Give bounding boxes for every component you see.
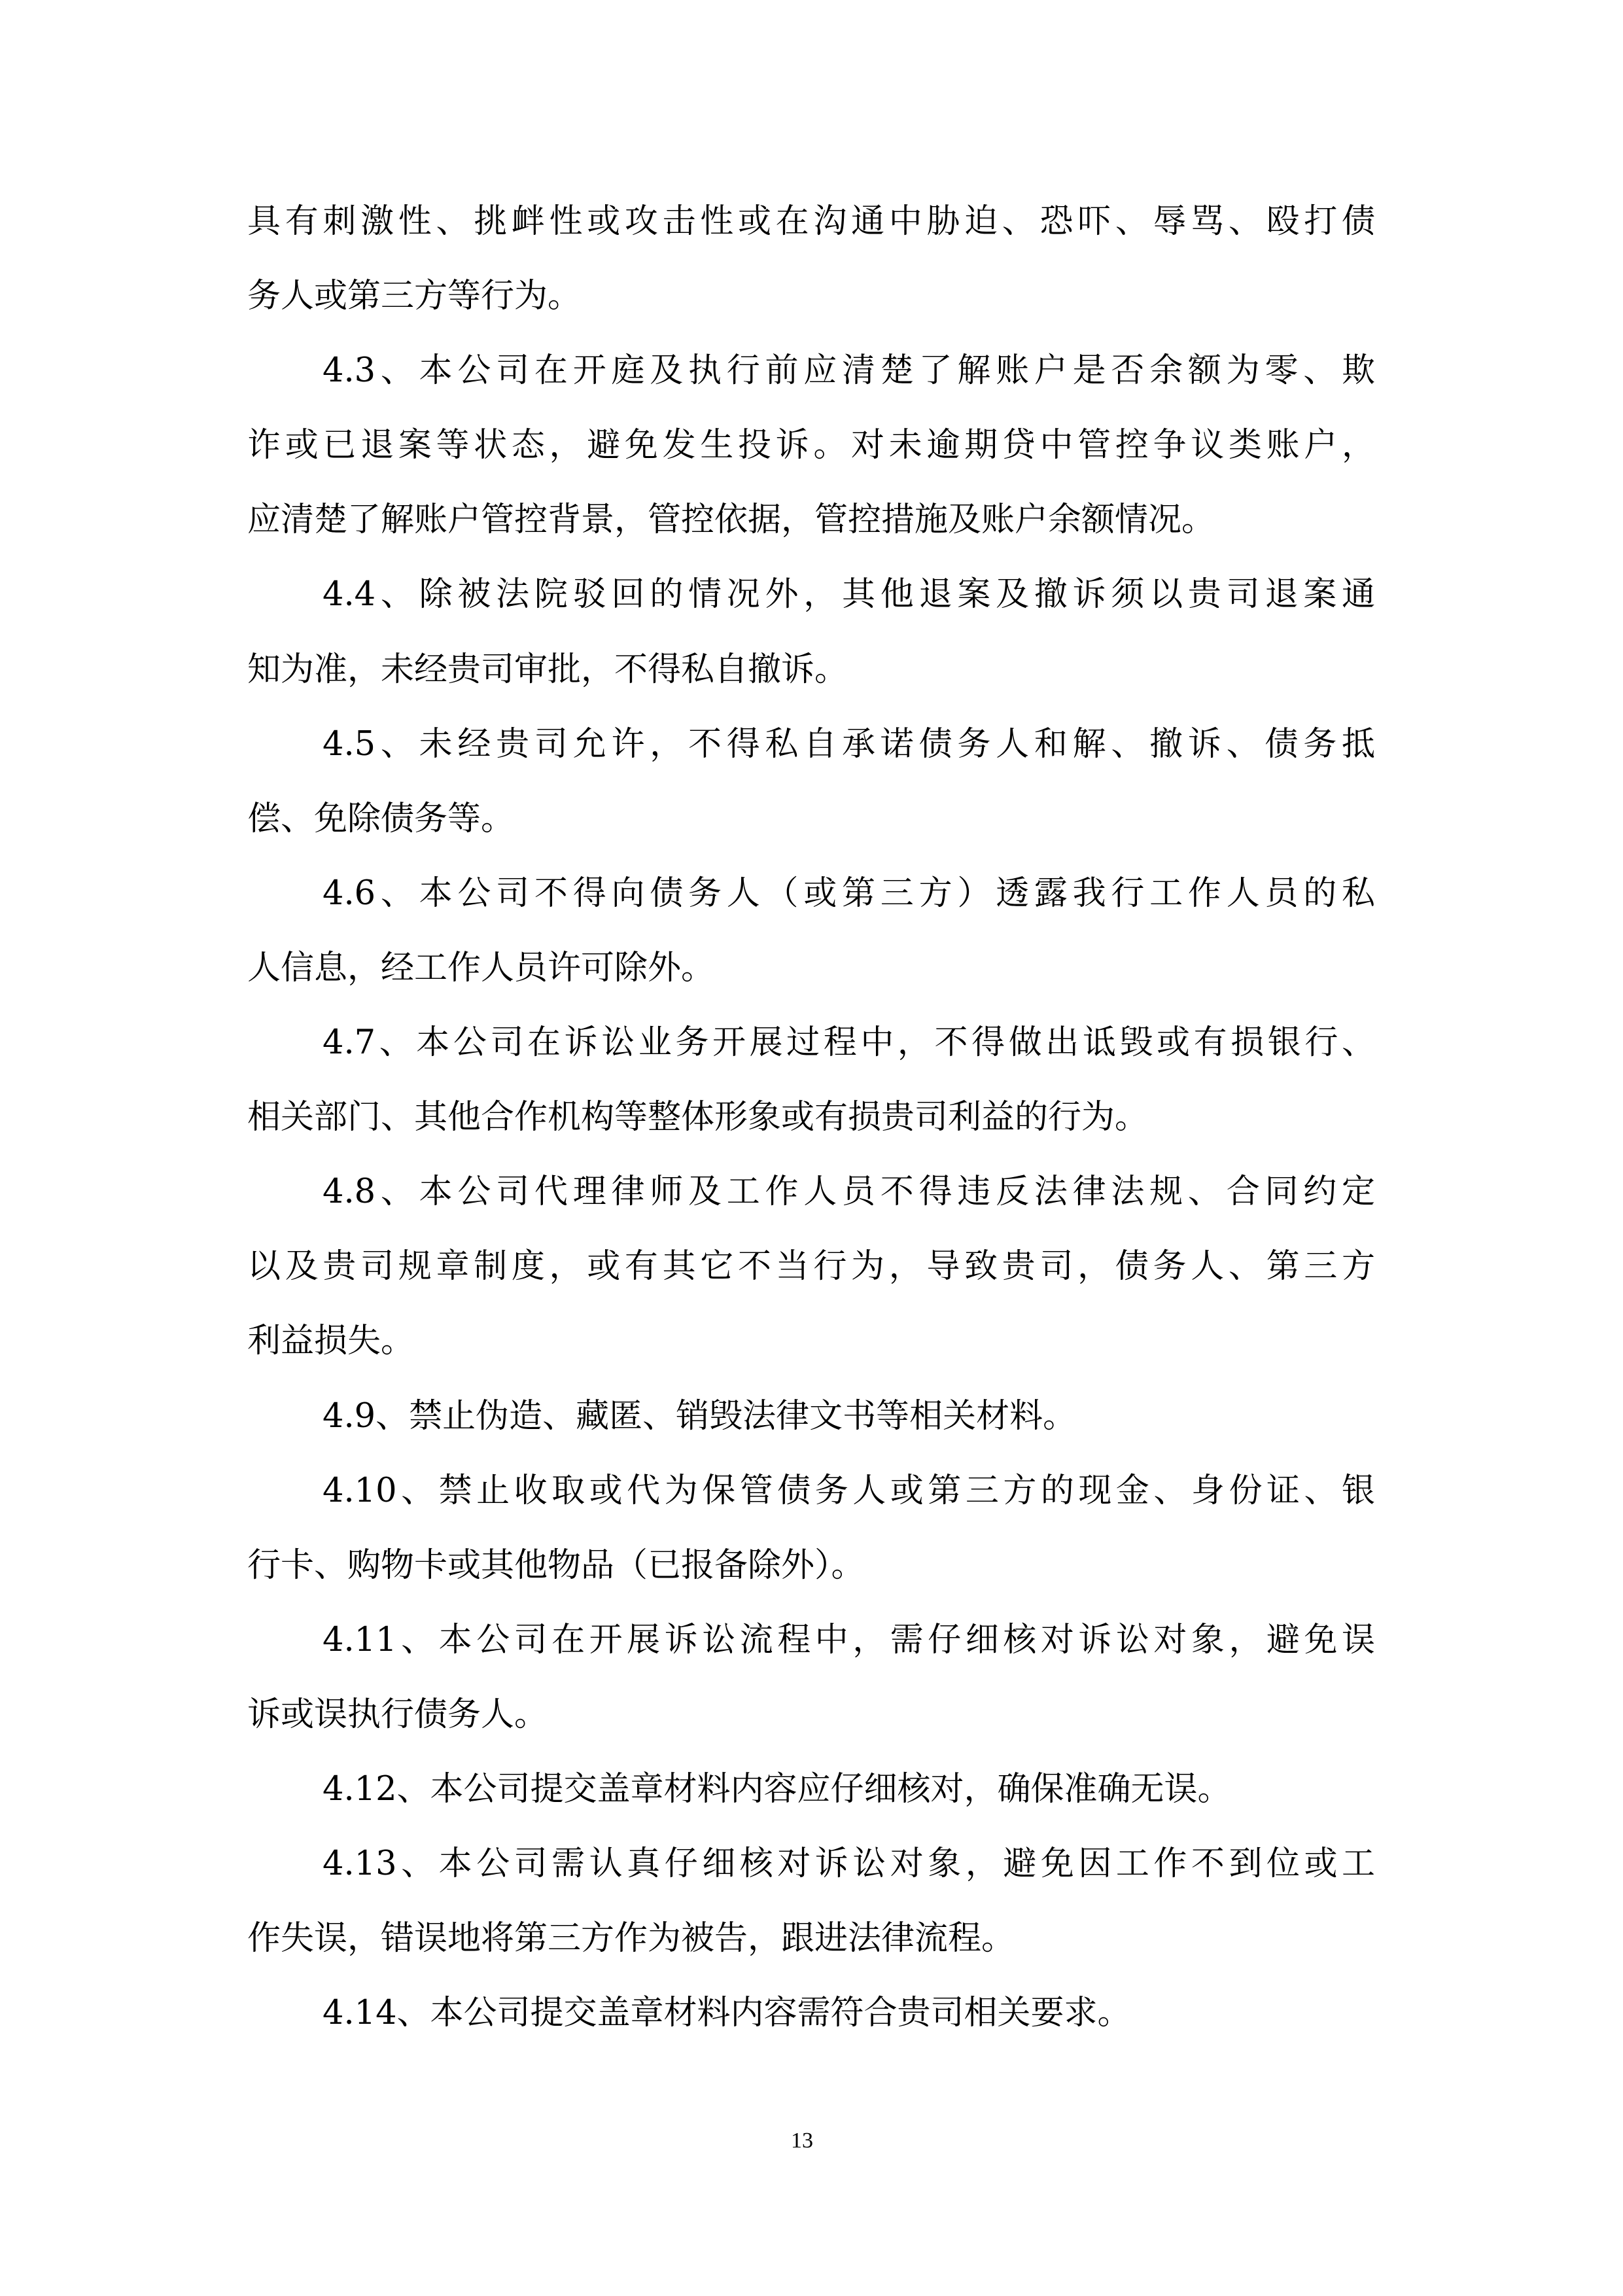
text-line: 偿、免除债务等。 bbox=[247, 799, 515, 838]
text-line: 作失误，错误地将第三方作为被告，跟进法律流程。 bbox=[247, 1919, 1015, 1958]
paragraph-4-11 bbox=[247, 1603, 1375, 1752]
text-line: 诈或已退案等状态，避免发生投诉。对未逾期贷中管控争议类账户， bbox=[247, 426, 1375, 465]
text-line: 4.14、本公司提交盖章材料内容需符合贵司相关要求。 bbox=[323, 1994, 1131, 2033]
paragraph-4-5 bbox=[247, 707, 1375, 857]
text-line: 人信息，经工作人员许可除外。 bbox=[247, 948, 715, 987]
text-line: 行卡、购物卡或其他物品（已报备除外）。 bbox=[247, 1545, 865, 1585]
text-line: 4.9、禁止伪造、藏匿、销毁法律文书等相关材料。 bbox=[323, 1396, 1077, 1436]
text-line: 4.8、本公司代理律师及工作人员不得违反法律法规、合同约定 bbox=[323, 1173, 1375, 1212]
text-line: 知为准，未经贵司审批，不得私自撤诉。 bbox=[247, 650, 848, 689]
text-line: 应清楚了解账户管控背景，管控依据，管控措施及账户余额情况。 bbox=[247, 501, 1215, 540]
text-line: 务人或第三方等行为。 bbox=[247, 277, 582, 316]
body-text bbox=[247, 185, 1375, 2051]
text-line: 以及贵司规章制度，或有其它不当行为，导致贵司，债务人、第三方 bbox=[247, 1247, 1375, 1286]
text-line: 4.5、未经贵司允许，不得私自承诺债务人和解、撤诉、债务抵 bbox=[323, 724, 1375, 764]
paragraph-4-6 bbox=[247, 857, 1375, 1006]
paragraph-4-10 bbox=[247, 1454, 1375, 1603]
paragraph-4-14 bbox=[247, 1976, 1375, 2051]
text-line: 相关部门、其他合作机构等整体形象或有损贵司利益的行为。 bbox=[247, 1098, 1149, 1137]
paragraph-continuation bbox=[247, 185, 1375, 334]
paragraph-4-7 bbox=[247, 1006, 1375, 1155]
text-line: 4.10、禁止收取或代为保管债务人或第三方的现金、身份证、银 bbox=[323, 1471, 1375, 1510]
paragraph-4-8 bbox=[247, 1155, 1375, 1379]
text-line: 4.3、本公司在开庭及执行前应清楚了解账户是否余额为零、欺 bbox=[323, 351, 1375, 391]
text-line: 利益损失。 bbox=[247, 1322, 415, 1361]
text-line: 具有刺激性、挑衅性或攻击性或在沟通中胁迫、恐吓、辱骂、殴打债 bbox=[247, 202, 1375, 241]
paragraph-4-12 bbox=[247, 1752, 1375, 1827]
text-line: 4.4、除被法院驳回的情况外，其他退案及撤诉须以贵司退案通 bbox=[323, 575, 1375, 614]
text-line: 4.13、本公司需认真仔细核对诉讼对象，避免因工作不到位或工 bbox=[323, 1845, 1375, 1884]
text-line: 诉或误执行债务人。 bbox=[247, 1695, 548, 1734]
paragraph-4-9 bbox=[247, 1379, 1375, 1454]
text-line: 4.11、本公司在开展诉讼流程中，需仔细核对诉讼对象，避免误 bbox=[323, 1620, 1375, 1659]
text-line: 4.6、本公司不得向债务人（或第三方）透露我行工作人员的私 bbox=[323, 874, 1375, 913]
paragraph-4-4 bbox=[247, 557, 1375, 707]
paragraph-4-3 bbox=[247, 334, 1375, 557]
text-line: 4.12、本公司提交盖章材料内容应仔细核对，确保准确无误。 bbox=[323, 1769, 1231, 1809]
text-line: 4.7、本公司在诉讼业务开展过程中，不得做出诋毁或有损银行、 bbox=[323, 1023, 1375, 1063]
paragraph-4-13 bbox=[247, 1827, 1375, 1976]
page-number: 13 bbox=[791, 2128, 813, 2153]
